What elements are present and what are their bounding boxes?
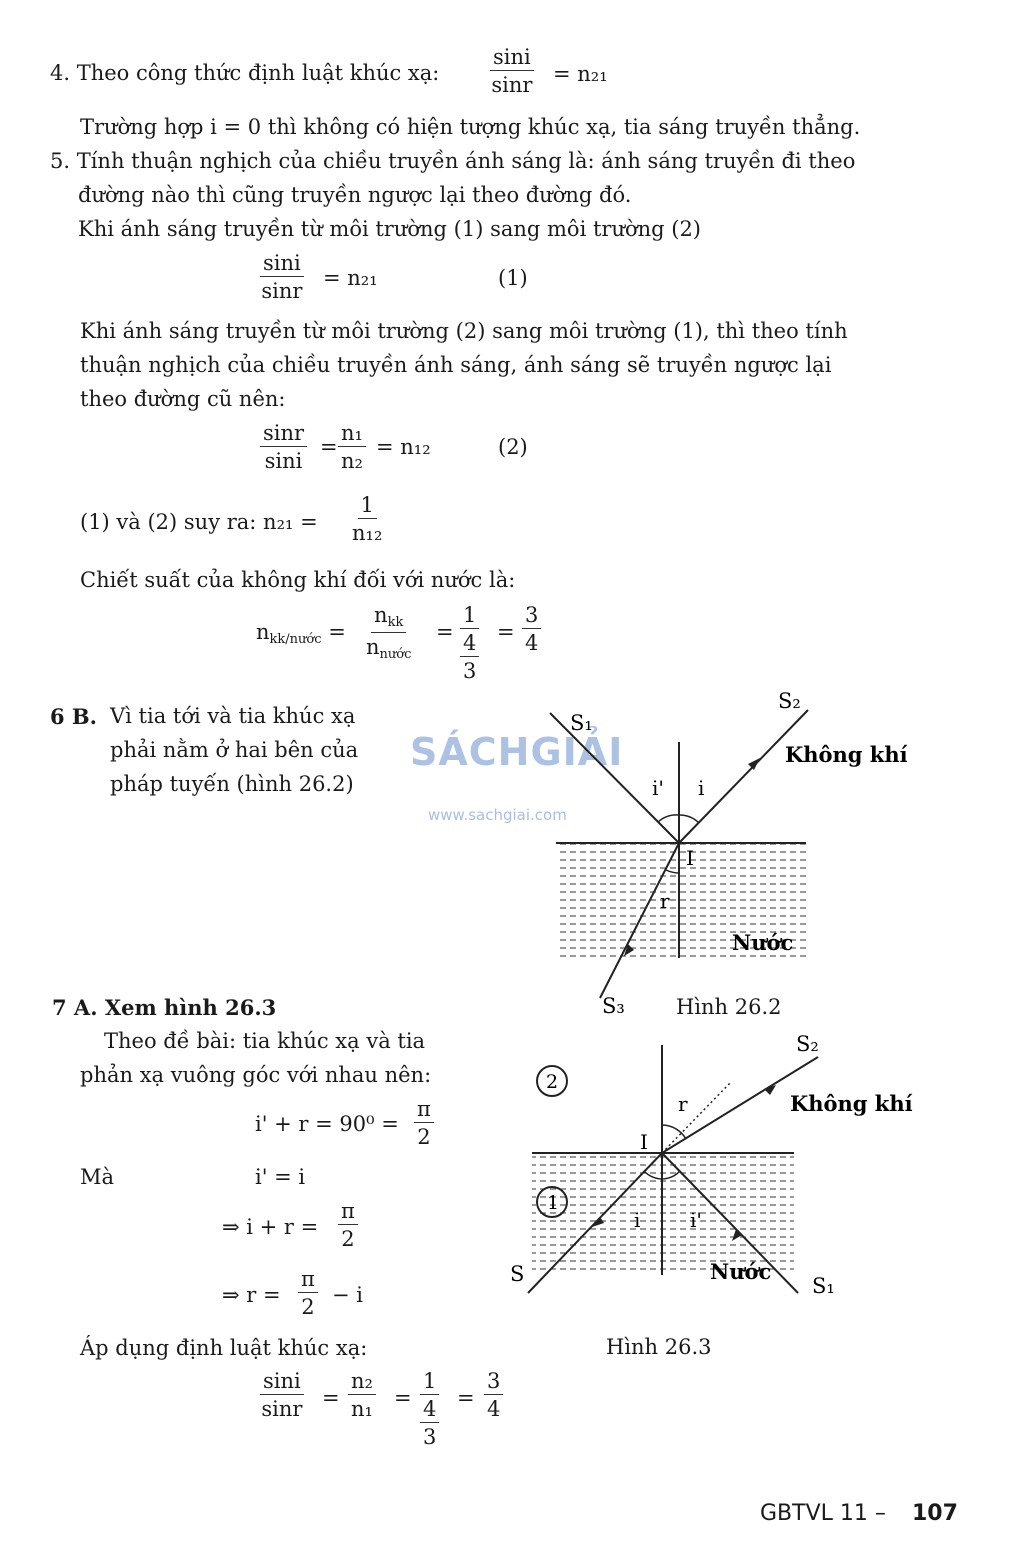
p4-rhs: = n₂₁: [553, 62, 608, 86]
p5-eq4-lhs-n: n: [256, 620, 270, 644]
p7-eq5-f2-den: n₁: [351, 1397, 373, 1422]
p7-eq5-f3-num: 1: [420, 1370, 439, 1395]
p6-line2: phải nằm ở hai bên của: [110, 738, 359, 762]
fig262-S3: S₃: [602, 994, 625, 1018]
p5-eq1-fraction: [260, 252, 304, 302]
p5-line6: theo đường cũ nên:: [80, 387, 286, 411]
footer-book: GBTVL 11 –: [760, 1501, 886, 1526]
p5-eq4-f2-den2: 3: [463, 659, 477, 684]
p7-eq5-f3-den2: 3: [423, 1425, 437, 1450]
p5-eq2-rhs: = n₁₂: [376, 435, 431, 459]
fig263-i: i: [634, 1208, 641, 1232]
fig263-ip: i': [690, 1208, 702, 1232]
p7-eq1-two: 2: [417, 1125, 431, 1150]
angle-arc-i: [679, 815, 699, 823]
p4-num: sini: [490, 46, 534, 71]
fig263-S: S: [510, 1262, 525, 1286]
p4-den: sinr: [491, 73, 533, 98]
p5-eq2-tag: (2): [498, 435, 528, 459]
p7-eq2: i' = i: [255, 1165, 306, 1189]
p7-eq1-frac: [414, 1098, 434, 1148]
p6-head: 6 B.: [50, 704, 97, 729]
fig263-S2: S₂: [796, 1032, 819, 1056]
p7-eq5-f3: [420, 1370, 439, 1448]
p5-eq4-f2: [460, 604, 479, 682]
p7-line2: phản xạ vuông góc với nhau nên:: [80, 1063, 432, 1087]
p5-eq3-fraction: [352, 494, 382, 544]
p7-eq4-two: 2: [301, 1295, 315, 1320]
p5-eq1-rhs: = n₂₁: [323, 266, 378, 290]
p5-eq4-f3-den: 4: [525, 631, 539, 656]
p5-eq2-mid: [338, 422, 366, 472]
fig263-caption: Hình 26.3: [606, 1335, 712, 1359]
fig263-c1: 1: [547, 1192, 560, 1214]
p7-eq5-f3-den: 4: [420, 1395, 439, 1423]
footer-page: 107: [912, 1501, 958, 1526]
angle-arc-r-263: [662, 1125, 686, 1139]
p5-eq4-eq2: =: [436, 620, 454, 644]
sachgiai-logo: SÁCHGIẢI: [410, 730, 624, 774]
p7-eq5-f4: [484, 1370, 503, 1420]
p6-line1: Vì tia tới và tia khúc xạ: [110, 704, 356, 728]
p7-eq4: ⇒ r =: [222, 1283, 281, 1307]
p5-eq4-f3-num: 3: [522, 604, 541, 629]
figure-26-3: [500, 1025, 913, 1325]
p5-eq4-lhs-sub: kk/nước: [269, 632, 322, 647]
p7-eq1-pi: π: [414, 1098, 434, 1123]
p5-eq4-f1-num-n: n: [374, 603, 388, 627]
p5-eq3-num: 1: [358, 494, 377, 519]
p7-eq5-f2-num: n₂: [348, 1370, 376, 1395]
p7-eq5-f1-den: sinr: [261, 1397, 303, 1422]
arrow-s2: [748, 758, 760, 770]
p4-lead: 4. Theo công thức định luật khúc xạ:: [50, 61, 440, 85]
p5-eq2-mid-num: n₁: [338, 422, 366, 447]
p5-eq2-den: sini: [264, 449, 303, 474]
p5-eq4-f1-den-sub: nước: [379, 646, 412, 662]
p7-line3: Áp dụng định luật khúc xạ:: [80, 1336, 368, 1360]
fig263-water: Nước: [710, 1259, 772, 1284]
p5-eq2-fraction: [260, 422, 307, 472]
p5-line4: Khi ánh sáng truyền từ môi trường (2) sang môi trường (1), thì theo tính: [80, 319, 848, 343]
p7-eq5-eq3: =: [457, 1386, 475, 1410]
p5-eq4-f1-num-sub: kk: [387, 615, 404, 630]
p7-eq4-pi: π: [298, 1268, 318, 1293]
p5-eq4-f2-num: 1: [460, 604, 479, 629]
p5-eq2-mid-den: n₂: [341, 449, 363, 474]
p5-line7: (1) và (2) suy ra: n₂₁ =: [80, 510, 318, 534]
fig263-r: r: [678, 1092, 688, 1116]
p7-eq5-eq2: =: [394, 1386, 412, 1410]
fig263-air: Không khí: [790, 1091, 913, 1116]
p7-eq4-tail: − i: [332, 1283, 363, 1307]
p5-eq4-f1-den-n: n: [366, 634, 380, 659]
p5-line3: Khi ánh sáng truyền từ môi trường (1) sang môi trường (2): [78, 217, 701, 241]
fig262-water: Nước: [732, 930, 794, 955]
p5-line2: đường nào thì cũng truyền ngược lại theo đường đó.: [78, 183, 632, 207]
p6-line3: pháp tuyến (hình 26.2): [110, 772, 354, 796]
p5-line1: 5. Tính thuận nghịch của chiều truyền ánh sáng là: ánh sáng truyền đi theo: [50, 149, 856, 173]
fig262-i: i: [698, 776, 705, 800]
p5-eq3-den: n₁₂: [352, 521, 383, 546]
p7-eq4-frac: [298, 1268, 318, 1318]
p7-eq3: ⇒ i + r =: [222, 1215, 319, 1239]
fig263-c2: 2: [546, 1071, 559, 1093]
p7-head: 7 A. Xem hình 26.3: [52, 995, 277, 1020]
p7-eq5-f1-num: sini: [260, 1370, 304, 1395]
fig262-r: r: [660, 889, 670, 913]
angle-arc-ip: [658, 815, 679, 822]
p5-eq4-eq3: =: [497, 620, 515, 644]
fig262-air: Không khí: [785, 742, 908, 767]
p4-fraction: [490, 46, 534, 96]
fig263-S1: S₁: [812, 1274, 835, 1298]
p5-line5: thuận nghịch của chiều truyền ánh sáng, ánh sáng sẽ truyền ngược lại: [80, 353, 832, 377]
p5-eq4-f1-num: [371, 604, 406, 633]
figure-26-2: [540, 680, 908, 1020]
fig262-caption: Hình 26.2: [676, 995, 782, 1019]
p7-eq3-pi: π: [338, 1200, 358, 1225]
p7-eq5-f2: [348, 1370, 376, 1420]
fig262-ip: i': [652, 776, 664, 800]
p7-ma: Mà: [80, 1165, 115, 1189]
fig262-S2: S₂: [778, 689, 801, 713]
sachgiai-url: www.sachgiai.com: [428, 806, 567, 824]
p5-eq4-lhs: $n_{kk/nước}$ =: [256, 620, 346, 647]
fig262-I: I: [686, 846, 694, 870]
p5-eq4-f1-den: [366, 633, 411, 662]
p5-eq4-f1: [366, 604, 411, 661]
p7-eq5-f4-den: 4: [487, 1397, 501, 1422]
p7-eq5-f4-num: 3: [484, 1370, 503, 1395]
fig262-S1: S₁: [570, 711, 593, 735]
p7-eq5-eq1: =: [322, 1386, 340, 1410]
fig263-I: I: [640, 1130, 648, 1154]
p7-eq5-f1: [260, 1370, 304, 1420]
p5-eq4-f3: [522, 604, 541, 654]
p5-line8: Chiết suất của không khí đối với nước là:: [80, 568, 516, 592]
p5-eq4-f2-den: 4: [460, 629, 479, 657]
p4-line2: Trường hợp i = 0 thì không có hiện tượng khúc xạ, tia sáng truyền thẳng.: [80, 115, 861, 139]
p7-line1: Theo đề bài: tia khúc xạ và tia: [104, 1029, 426, 1053]
p5-eq1-den: sinr: [261, 279, 303, 304]
p7-eq1: i' + r = 90⁰ =: [255, 1112, 399, 1136]
p7-eq3-two: 2: [341, 1227, 355, 1252]
p5-eq1-tag: (1): [498, 266, 528, 290]
p5-eq2-eq: =: [320, 435, 338, 459]
p7-eq3-frac: [338, 1200, 358, 1250]
p5-eq1-num: sini: [260, 252, 304, 277]
p5-eq2-num: sinr: [260, 422, 307, 447]
